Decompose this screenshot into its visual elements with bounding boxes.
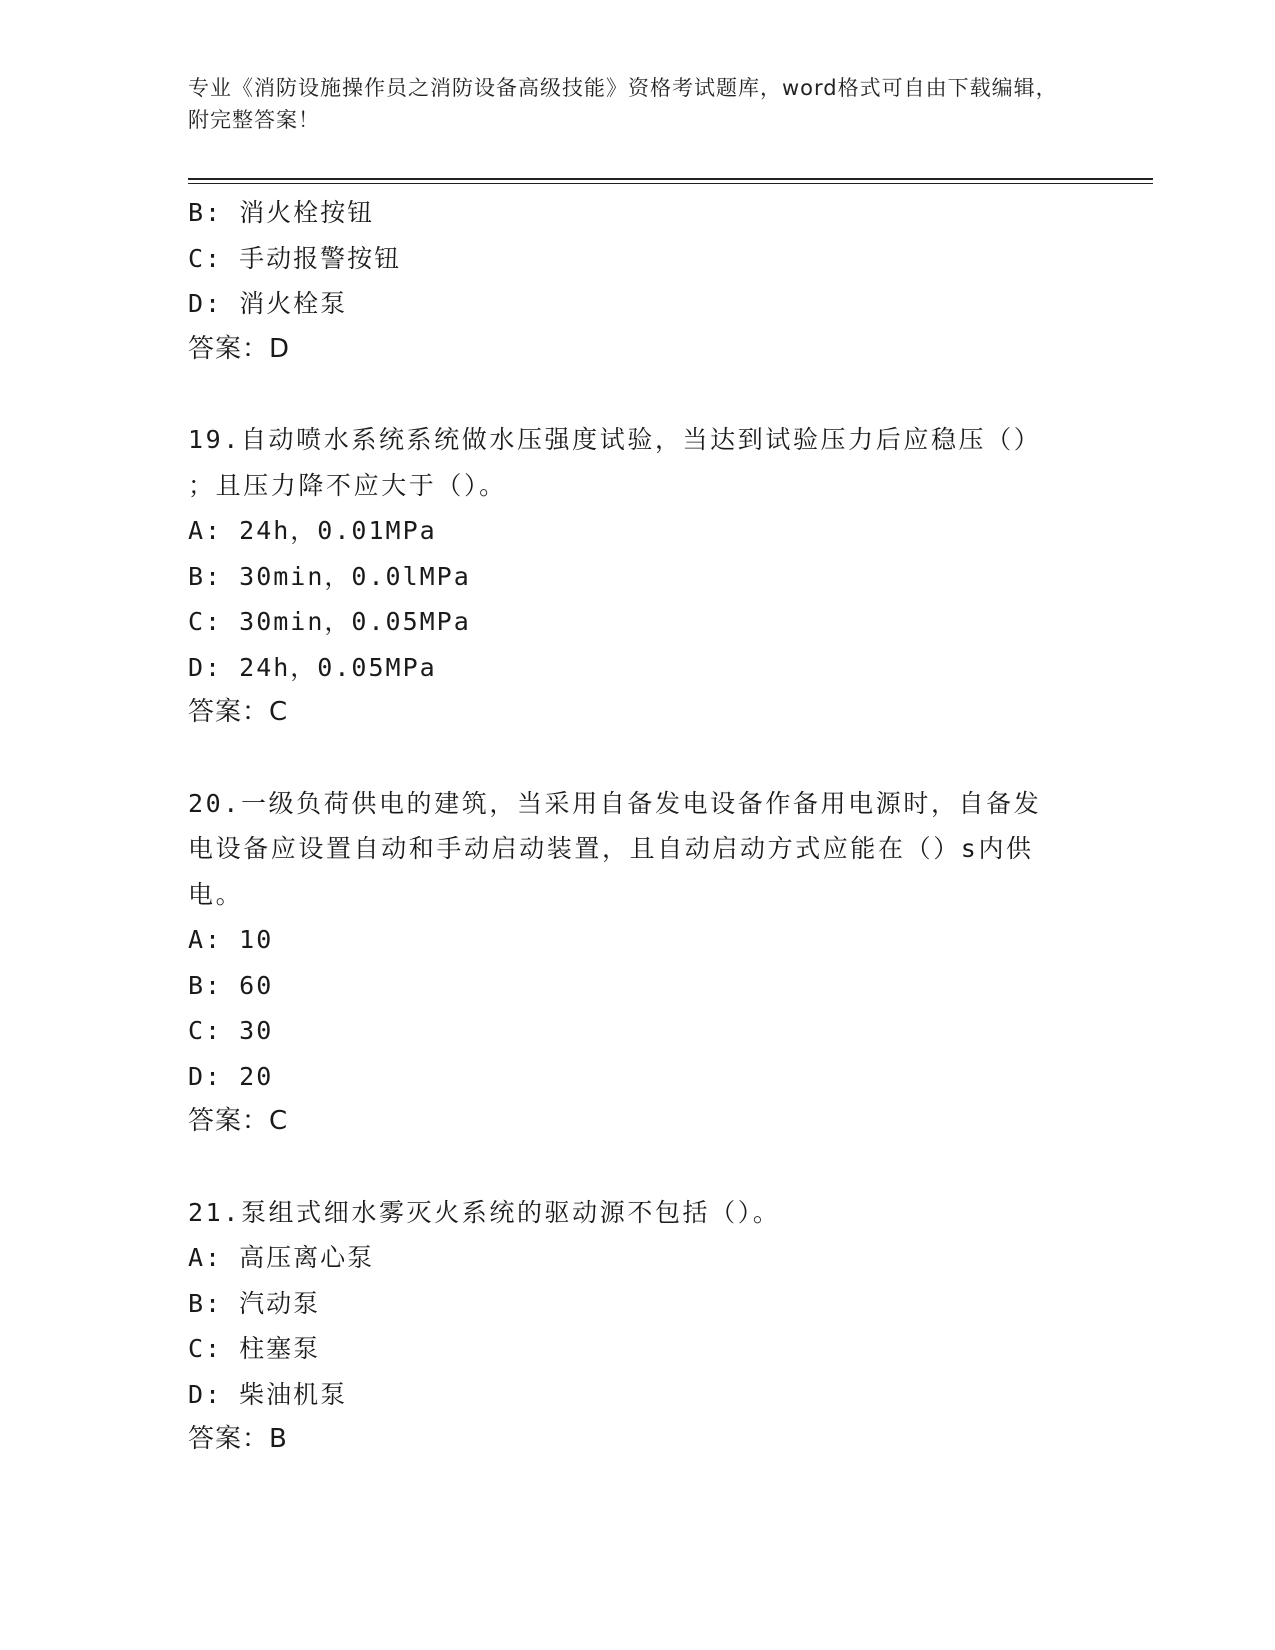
question-19 [188,417,1088,736]
option-c: C: 30min，0.05MPa [188,607,471,636]
answer-line: 答案：C [188,1106,289,1136]
option-d: D: 24h，0.05MPa [188,652,437,682]
question-20 [188,781,1088,1145]
option-c: C: 手动报警按钮 [188,243,402,273]
header-divider-thin [188,183,1153,184]
option-b: B: 汽动泵 [188,1288,321,1318]
header-divider-thick [188,178,1153,180]
question-stem-line: 19.自动喷水系统系统做水压强度试验，当达到试验压力后应稳压（） [188,425,1042,454]
document-header: 专业《消防设施操作员之消防设备高级技能》资格考试题库，word格式可自由下载编辑，附完整答案！ [188,76,1058,132]
answer-line: 答案：B [188,1424,288,1454]
question-stem-line: 20.一级负荷供电的建筑，当采用自备发电设备作备用电源时，自备发 [188,788,1042,818]
option-a: A: 24h，0.01MPa [188,516,437,545]
question-stem-line: 电设备应设置自动和手动启动装置，且自动启动方式应能在（）s内供 [188,834,1034,863]
previous-question-tail [188,190,1088,372]
option-d: D: 柴油机泵 [188,1379,348,1409]
option-a: A: 高压离心泵 [188,1243,375,1272]
question-stem-line: 21.泵组式细水雾灭火系统的驱动源不包括（）。 [188,1197,781,1227]
answer-line: 答案：C [188,697,289,727]
option-a: A: 10 [188,925,274,954]
question-stem-line: 电。 [188,879,244,909]
option-b: B: 60 [188,970,274,1000]
question-stem-line: ；且压力降不应大于（）。 [188,470,507,500]
option-b: B: 消火栓按钮 [188,198,375,227]
option-c: C: 30 [188,1016,274,1045]
option-d: D: 消火栓泵 [188,289,348,318]
option-b: B: 30min，0.0lMPa [188,561,471,591]
question-21 [188,1190,1088,1463]
answer-line: 答案：D [188,333,291,364]
question-list [188,190,1088,1463]
option-c: C: 柱塞泵 [188,1334,321,1363]
option-d: D: 20 [188,1061,274,1091]
